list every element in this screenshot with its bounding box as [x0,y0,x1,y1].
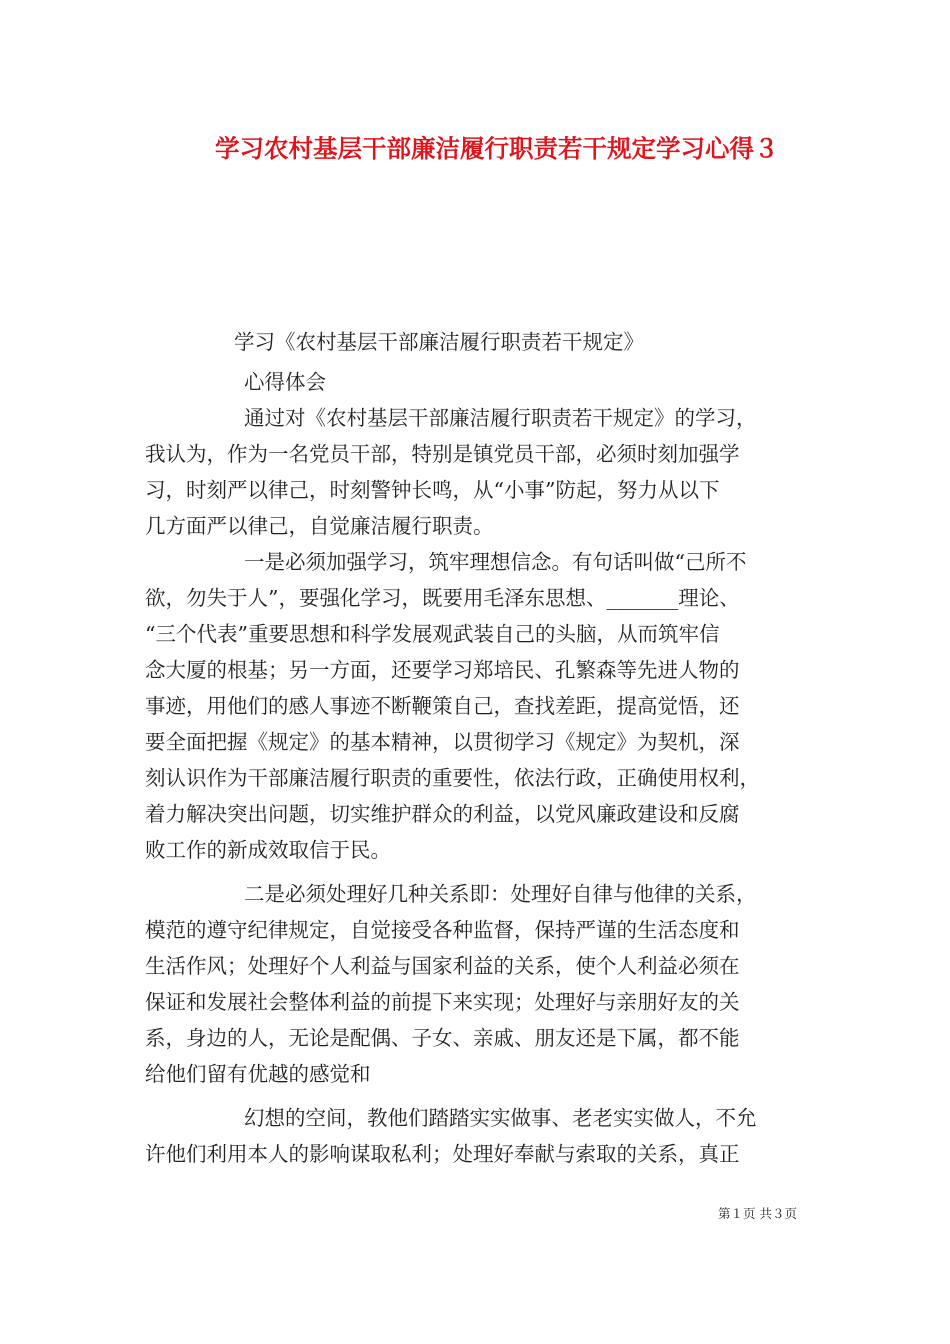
text-line: 给他们留有优越的感觉和 [145,1062,371,1086]
document-title: 学习农村基层干部廉洁履行职责若干规定学习心得３ [215,134,779,163]
text-line: 心得体会 [244,370,326,394]
text-line: 学习《农村基层干部廉洁履行职责若干规定》 [234,330,644,354]
text-line: 欲，勿失于人”，要强化学习，既要用毛泽东思想、_______理论、 [145,586,740,610]
text-line: 要全面把握《规定》的基本精神，以贯彻学习《规定》为契机，深 [145,730,740,754]
text-line: 我认为，作为一名党员干部，特别是镇党员干部，必须时刻加强学 [145,442,740,466]
text-line: “三个代表”重要思想和科学发展观武装自己的头脑，从而筑牢信 [145,622,720,646]
text-line: 模范的遵守纪律规定，自觉接受各种监督，保持严谨的生活态度和 [145,918,740,942]
text-line: 几方面严以律己，自觉廉洁履行职责。 [145,514,494,538]
text-line: 刻认识作为干部廉洁履行职责的重要性，依法行政，正确使用权利， [145,766,760,790]
text-line: 着力解决突出问题，切实维护群众的利益，以党风廉政建设和反腐 [145,802,740,826]
text-line: 事迹，用他们的感人事迹不断鞭策自己，查找差距，提高觉悟，还 [145,694,740,718]
text-line: 二是必须处理好几种关系即：处理好自律与他律的关系， [244,882,757,906]
text-line: 败工作的新成效取信于民。 [145,838,391,862]
text-line: 许他们利用本人的影响谋取私利；处理好奉献与索取的关系，真正 [145,1142,740,1166]
text-line: 幻想的空间，教他们踏踏实实做事、老老实实做人，不允 [244,1106,757,1130]
text-line: 念大厦的根基；另一方面，还要学习郑培民、孔繁森等先进人物的 [145,658,740,682]
text-line: 一是必须加强学习，筑牢理想信念。有句话叫做“己所不 [244,550,747,574]
page-footer: 第１页 共３页 [718,1206,797,1221]
text-line: 习，时刻严以律己，时刻警钟长鸣，从“小事”防起，努力从以下 [145,478,720,502]
text-line: 保证和发展社会整体利益的前提下来实现；处理好与亲朋好友的关 [145,990,740,1014]
text-line: 系，身边的人，无论是配偶、子女、亲戚、朋友还是下属，都不能 [145,1026,740,1050]
text-line: 生活作风；处理好个人利益与国家利益的关系，使个人利益必须在 [145,954,740,978]
text-line: 通过对《农村基层干部廉洁履行职责若干规定》的学习， [244,406,757,430]
